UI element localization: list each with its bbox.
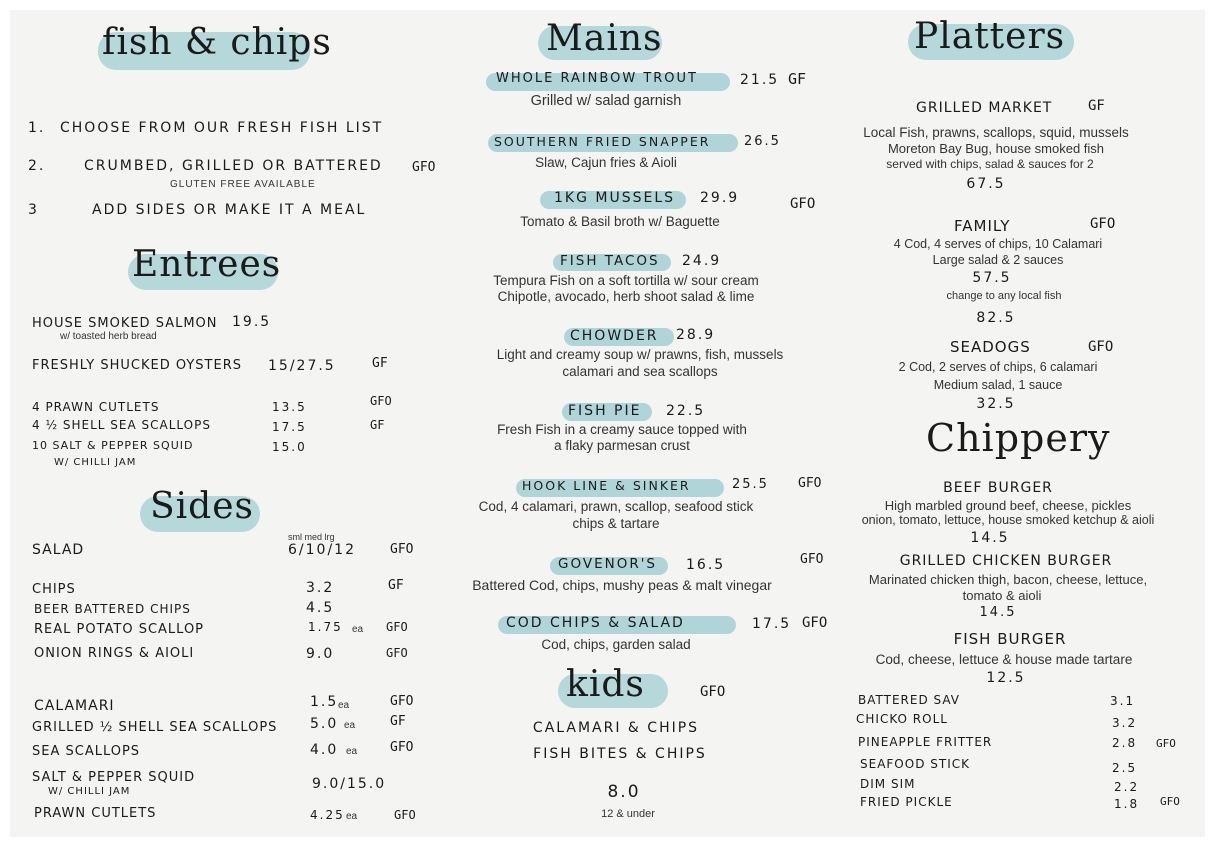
- step-2-num: 2.: [28, 158, 46, 174]
- entrees-title: Entrees: [132, 244, 282, 285]
- sides-title: Sides: [150, 486, 254, 527]
- step-2-tag: GFO: [412, 160, 436, 175]
- chippery-item-tag: GFO: [1156, 737, 1176, 750]
- burger-line: High marbled ground beef, cheese, pickles: [884, 498, 1132, 513]
- burger-name: BEEF BURGER: [943, 480, 1053, 496]
- main-tag: GF: [788, 70, 807, 88]
- side-price: 9.0/15.0: [312, 776, 387, 792]
- side-unit: ea: [346, 746, 358, 757]
- main-desc: Tempura Fish on a soft tortilla w/ sour cream: [493, 273, 759, 288]
- burger-name: GRILLED CHICKEN BURGER: [899, 553, 1113, 569]
- entree-name: HOUSE SMOKED SALMON: [32, 316, 218, 331]
- menu-sheet: [10, 10, 1205, 837]
- platter-line: 2 Cod, 2 serves of chips, 6 calamari: [898, 360, 1098, 374]
- side-price: 3.2: [306, 580, 335, 596]
- chippery-item-price: 2.5: [1112, 761, 1138, 775]
- main-price: 16.5: [686, 557, 726, 573]
- main-desc: Grilled w/ salad garnish: [530, 93, 682, 109]
- fish-chips-title: fish & chips: [102, 22, 332, 63]
- kids-title: kids: [566, 664, 645, 705]
- side-name: GRILLED ½ SHELL SEA SCALLOPS: [32, 720, 278, 735]
- entree-price: 15/27.5: [268, 358, 336, 374]
- side-unit: ea: [344, 720, 356, 731]
- main-desc: Fresh Fish in a creamy sauce topped with: [497, 422, 747, 437]
- entree-price: 17.5: [272, 420, 307, 434]
- platter-line: served with chips, salad & sauces for 2: [886, 157, 1094, 171]
- main-desc: calamari and sea scallops: [562, 364, 718, 379]
- main-tag: GFO: [800, 552, 824, 567]
- side-price: 1.5: [310, 694, 339, 710]
- main-name: HOOK LINE & SINKER: [522, 478, 691, 493]
- step-3-num: 3: [28, 202, 39, 218]
- side-price: 5.0: [310, 716, 339, 732]
- platter-line: Moreton Bay Bug, house smoked fish: [887, 141, 1105, 156]
- side-name: CHIPS: [32, 582, 76, 597]
- main-desc: Cod, 4 calamari, prawn, scallop, seafood stick: [478, 499, 754, 514]
- side-sub: W/ CHILLI JAM: [48, 786, 131, 797]
- main-name: FISH PIE: [568, 403, 642, 419]
- side-tag: GF: [390, 714, 406, 729]
- burger-line: onion, tomato, lettuce, house smoked ketchup & aioli: [861, 513, 1155, 527]
- chippery-item-price: 2.8: [1112, 736, 1138, 750]
- entree-sub: w/ toasted herb bread: [60, 331, 157, 342]
- main-desc: chips & tartare: [572, 516, 660, 531]
- chippery-item-tag: GFO: [1160, 795, 1180, 808]
- platter-line: Medium salad, 1 sauce: [933, 378, 1063, 392]
- platter-line: 4 Cod, 4 serves of chips, 10 Calamari: [893, 237, 1103, 251]
- mains-title: Mains: [546, 18, 663, 59]
- burger-line: Marinated chicken thigh, bacon, cheese, lettuce,: [868, 572, 1148, 587]
- side-tag: GFO: [390, 694, 414, 709]
- main-desc: Cod, chips, garden salad: [541, 637, 691, 652]
- sides-sizes-note: sml med lrg: [288, 532, 335, 542]
- main-desc: Tomato & Basil broth w/ Baguette: [520, 214, 720, 229]
- entree-price: 13.5: [272, 400, 307, 414]
- main-name: GOVENOR'S: [558, 556, 657, 572]
- burger-price: 14.5: [970, 530, 1010, 546]
- platter-price: 57.5: [972, 270, 1012, 286]
- side-name: PRAWN CUTLETS: [34, 806, 157, 821]
- entree-tag: GF: [370, 418, 385, 432]
- main-price: 21.5: [740, 72, 780, 88]
- chippery-item-name: FRIED PICKLE: [860, 795, 953, 809]
- main-desc: Light and creamy soup w/ prawns, fish, mussels: [496, 347, 784, 362]
- main-name: SOUTHERN FRIED SNAPPER: [494, 134, 711, 149]
- chippery-item-name: CHICKO ROLL: [856, 712, 948, 726]
- side-tag: GFO: [390, 542, 414, 557]
- platter-tag: GF: [1088, 98, 1105, 114]
- entree-name: 4 PRAWN CUTLETS: [32, 400, 160, 414]
- chippery-item-price: 3.2: [1112, 716, 1138, 730]
- step-2-text: CRUMBED, GRILLED OR BATTERED: [84, 158, 383, 174]
- side-name: CALAMARI: [34, 698, 115, 714]
- burger-line: Cod, cheese, lettuce & house made tartare: [875, 652, 1133, 667]
- burger-name: FISH BURGER: [953, 630, 1067, 648]
- kids-price: 8.0: [607, 782, 641, 802]
- main-desc: Battered Cod, chips, mushy peas & malt vinegar: [472, 577, 772, 593]
- platters-title: Platters: [914, 16, 1066, 57]
- kids-tag: GFO: [700, 684, 726, 700]
- side-price: 6/10/12: [288, 542, 356, 558]
- entree-name: FRESHLY SHUCKED OYSTERS: [32, 358, 242, 373]
- platter-name: FAMILY: [954, 217, 1011, 235]
- entree-price: 19.5: [232, 314, 272, 330]
- platter-price: 67.5: [966, 176, 1006, 192]
- main-price: 28.9: [676, 327, 716, 343]
- platter-line: Large salad & 2 sauces: [932, 253, 1064, 267]
- platter-note: change to any local fish: [946, 290, 1062, 302]
- chippery-item-name: BATTERED SAV: [858, 693, 961, 707]
- platter-name: SEADOGS: [950, 338, 1031, 356]
- platter-name: GRILLED MARKET: [916, 100, 1053, 116]
- kids-note: 12 & under: [601, 808, 655, 820]
- kids-item: CALAMARI & CHIPS: [532, 720, 700, 736]
- platter-price: 32.5: [976, 396, 1016, 412]
- side-name: SEA SCALLOPS: [32, 744, 141, 759]
- side-tag: GFO: [394, 808, 416, 822]
- main-tag: GFO: [802, 615, 828, 631]
- main-tag: GFO: [790, 196, 816, 212]
- side-price: 1.75: [308, 620, 343, 634]
- main-desc: Chipotle, avocado, herb shoot salad & lime: [497, 289, 755, 304]
- main-price: 26.5: [744, 134, 781, 149]
- entree-name: 10 SALT & PEPPER SQUID: [32, 439, 194, 452]
- main-name: WHOLE RAINBOW TROUT: [496, 71, 698, 86]
- main-name: CHOWDER: [570, 328, 659, 344]
- side-unit: ea: [352, 624, 364, 635]
- chippery-item-name: SEAFOOD STICK: [860, 757, 970, 771]
- main-price: 22.5: [666, 403, 706, 419]
- side-price: 4.0: [310, 742, 339, 758]
- side-tag: GF: [388, 578, 404, 593]
- side-name: REAL POTATO SCALLOP: [34, 622, 205, 637]
- step-3-text: ADD SIDES OR MAKE IT A MEAL: [92, 202, 367, 218]
- side-tag: GFO: [390, 740, 414, 755]
- side-unit: ea: [346, 811, 358, 822]
- burger-price: 12.5: [986, 670, 1026, 686]
- entree-sub: W/ CHILLI JAM: [54, 457, 137, 468]
- main-price: 24.9: [682, 253, 722, 269]
- chippery-item-name: PINEAPPLE FRITTER: [858, 735, 993, 749]
- step-2-note: GLUTEN FREE AVAILABLE: [170, 179, 316, 190]
- main-price: 29.9: [700, 190, 740, 206]
- main-tag: GFO: [798, 476, 822, 491]
- side-tag: GFO: [386, 620, 408, 634]
- main-price: 17.5: [752, 616, 792, 632]
- side-unit: ea: [338, 700, 350, 711]
- entree-name: 4 ½ SHELL SEA SCALLOPS: [32, 418, 211, 432]
- side-price: 4.5: [306, 600, 335, 616]
- side-name: ONION RINGS & AIOLI: [34, 646, 195, 661]
- entree-tag: GF: [372, 356, 388, 371]
- side-price: 9.0: [306, 646, 335, 662]
- main-price: 25.5: [732, 477, 769, 492]
- entree-tag: GFO: [370, 394, 392, 408]
- main-name: COD CHIPS & SALAD: [506, 615, 685, 631]
- chippery-item-price: 1.8: [1114, 797, 1140, 811]
- chippery-item-price: 3.1: [1110, 694, 1136, 708]
- side-name: SALT & PEPPER SQUID: [32, 770, 196, 785]
- burger-line: tomato & aioli: [962, 588, 1042, 603]
- platter-price-2: 82.5: [976, 310, 1016, 326]
- entree-price: 15.0: [272, 440, 307, 454]
- platter-tag: GFO: [1088, 339, 1114, 355]
- main-name: 1KG MUSSELS: [554, 190, 676, 206]
- platter-tag: GFO: [1090, 216, 1116, 232]
- kids-item: FISH BITES & CHIPS: [533, 746, 707, 762]
- chippery-item-price: 2.2: [1114, 780, 1140, 794]
- main-desc: a flaky parmesan crust: [554, 438, 690, 453]
- chippery-title: Chippery: [926, 416, 1111, 460]
- platter-line: Local Fish, prawns, scallops, squid, mussels: [863, 125, 1129, 140]
- step-1-num: 1.: [28, 120, 46, 136]
- chippery-item-name: DIM SIM: [860, 777, 916, 791]
- step-1-text: CHOOSE FROM OUR FRESH FISH LIST: [60, 120, 384, 136]
- side-price: 4.25: [310, 808, 345, 822]
- main-desc: Slaw, Cajun fries & Aioli: [535, 155, 677, 170]
- burger-price: 14.5: [979, 605, 1017, 620]
- side-name: BEER BATTERED CHIPS: [34, 602, 191, 616]
- side-tag: GFO: [386, 646, 408, 660]
- main-name: FISH TACOS: [560, 253, 660, 269]
- side-name: SALAD: [32, 542, 85, 558]
